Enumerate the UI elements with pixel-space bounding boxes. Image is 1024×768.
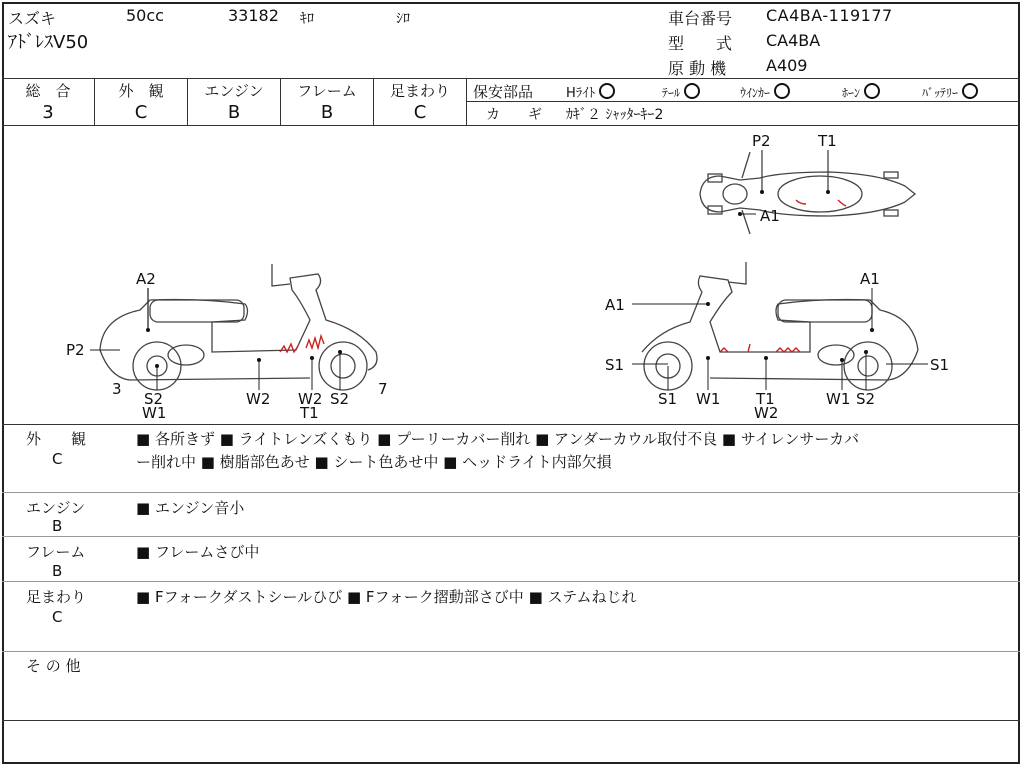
overall-value: 3: [42, 102, 54, 123]
maker: スズキ: [8, 9, 57, 28]
suspension-grade-label: 足まわり: [389, 82, 450, 100]
winker-label: ｳｲﾝｶｰ: [740, 86, 771, 100]
diag-label: W1: [142, 404, 167, 422]
displacement: 50cc: [126, 6, 164, 25]
model-name: ｱﾄﾞﾚｽV50: [8, 32, 89, 53]
frame-number-label: 車台番号: [668, 9, 733, 28]
remarks-divider: [2, 651, 1020, 652]
remark-engine-text: ■ エンジン音小: [136, 499, 245, 517]
remarks-divider: [2, 581, 1020, 582]
engine-value: A409: [766, 56, 808, 75]
remark-suspension-text: ■ Fフォークダストシールひび ■ Fフォーク摺動部さび中 ■ ステムねじれ: [136, 588, 637, 606]
headlight-label: Hﾗｲﾄ: [566, 86, 596, 101]
remark-engine-label: エンジン: [26, 499, 86, 517]
remark-other-label: そ の 他: [26, 657, 81, 675]
safety-label: 保安部品: [473, 83, 534, 101]
top-view-scooter: [700, 150, 915, 234]
remark-suspension-label: 足まわり: [26, 588, 87, 606]
remark-suspension-grade: C: [52, 608, 63, 626]
mileage-unit: ｷﾛ: [300, 11, 314, 27]
diag-label: 7: [378, 380, 388, 398]
remarks-top-line: [2, 424, 1020, 425]
diag-label: S2: [144, 390, 164, 408]
exterior-label: 外 観: [118, 82, 164, 100]
battery-label: ﾊﾞｯﾃﾘｰ: [922, 86, 959, 100]
frame-grade-label: フレーム: [297, 82, 357, 100]
key-label: カ ギ: [486, 107, 542, 123]
horn-label: ﾎｰﾝ: [842, 86, 861, 100]
remark-frame-grade: B: [52, 562, 63, 580]
remarks-divider: [2, 536, 1020, 537]
type-value: CA4BA: [766, 31, 821, 50]
remark-engine-grade: B: [52, 517, 63, 535]
remark-exterior-label: 外 観: [26, 430, 87, 448]
diag-label: W1: [826, 390, 851, 408]
remark-frame-text: ■ フレームさび中: [136, 543, 260, 561]
diag-label: S1: [930, 356, 950, 374]
type-label: 型 式: [668, 34, 733, 53]
key-value: ｶｷﾞ２ ｼｬｯﾀｰｷｰ2: [566, 107, 664, 123]
exterior-value: C: [134, 102, 148, 123]
diag-label: P2: [66, 341, 85, 359]
remarks-divider: [2, 492, 1020, 493]
engine-grade-label: エンジン: [204, 82, 264, 100]
diag-label: W2: [754, 404, 779, 422]
diag-label: S1: [605, 356, 625, 374]
diag-label: 3: [112, 380, 122, 398]
remark-exterior-line1: ■ 各所きず ■ ライトレンズくもり ■ プーリーカバー削れ ■ アンダーカウル取付不良 ■ サイレンサーカバ: [136, 430, 860, 448]
diag-label: W1: [696, 390, 721, 408]
remark-exterior-line2: ー削れ中 ■ 樹脂部色あせ ■ シート色あせ中 ■ ヘッドライト内部欠損: [136, 453, 612, 471]
diag-label: S1: [658, 390, 678, 408]
diag-label: A1: [860, 270, 880, 288]
diag-label: A1: [605, 296, 625, 314]
diag-label: T1: [818, 132, 837, 150]
tail-label: ﾃｰﾙ: [662, 86, 681, 100]
diag-label: S2: [330, 390, 350, 408]
mileage: 33182: [228, 6, 279, 25]
diag-label: P2: [752, 132, 771, 150]
remark-exterior-grade: C: [52, 450, 63, 468]
diag-label: S2: [856, 390, 876, 408]
diag-label: A1: [760, 207, 780, 225]
diag-label: T1: [300, 404, 319, 422]
diag-label: W2: [298, 390, 323, 408]
diag-label: T1: [756, 390, 775, 408]
engine-label: 原 動 機: [668, 59, 727, 78]
diag-label: W2: [246, 390, 271, 408]
frame-number: CA4BA-119177: [766, 6, 893, 25]
remark-frame-label: フレーム: [26, 543, 86, 561]
overall-label: 総 合: [25, 82, 71, 100]
frame-grade-value: B: [320, 102, 334, 123]
color: ｼﾛ: [396, 11, 410, 27]
remarks-bottom-line: [2, 720, 1020, 721]
diag-label: A2: [136, 270, 156, 288]
suspension-grade-value: C: [413, 102, 427, 123]
engine-grade-value: B: [227, 102, 241, 123]
